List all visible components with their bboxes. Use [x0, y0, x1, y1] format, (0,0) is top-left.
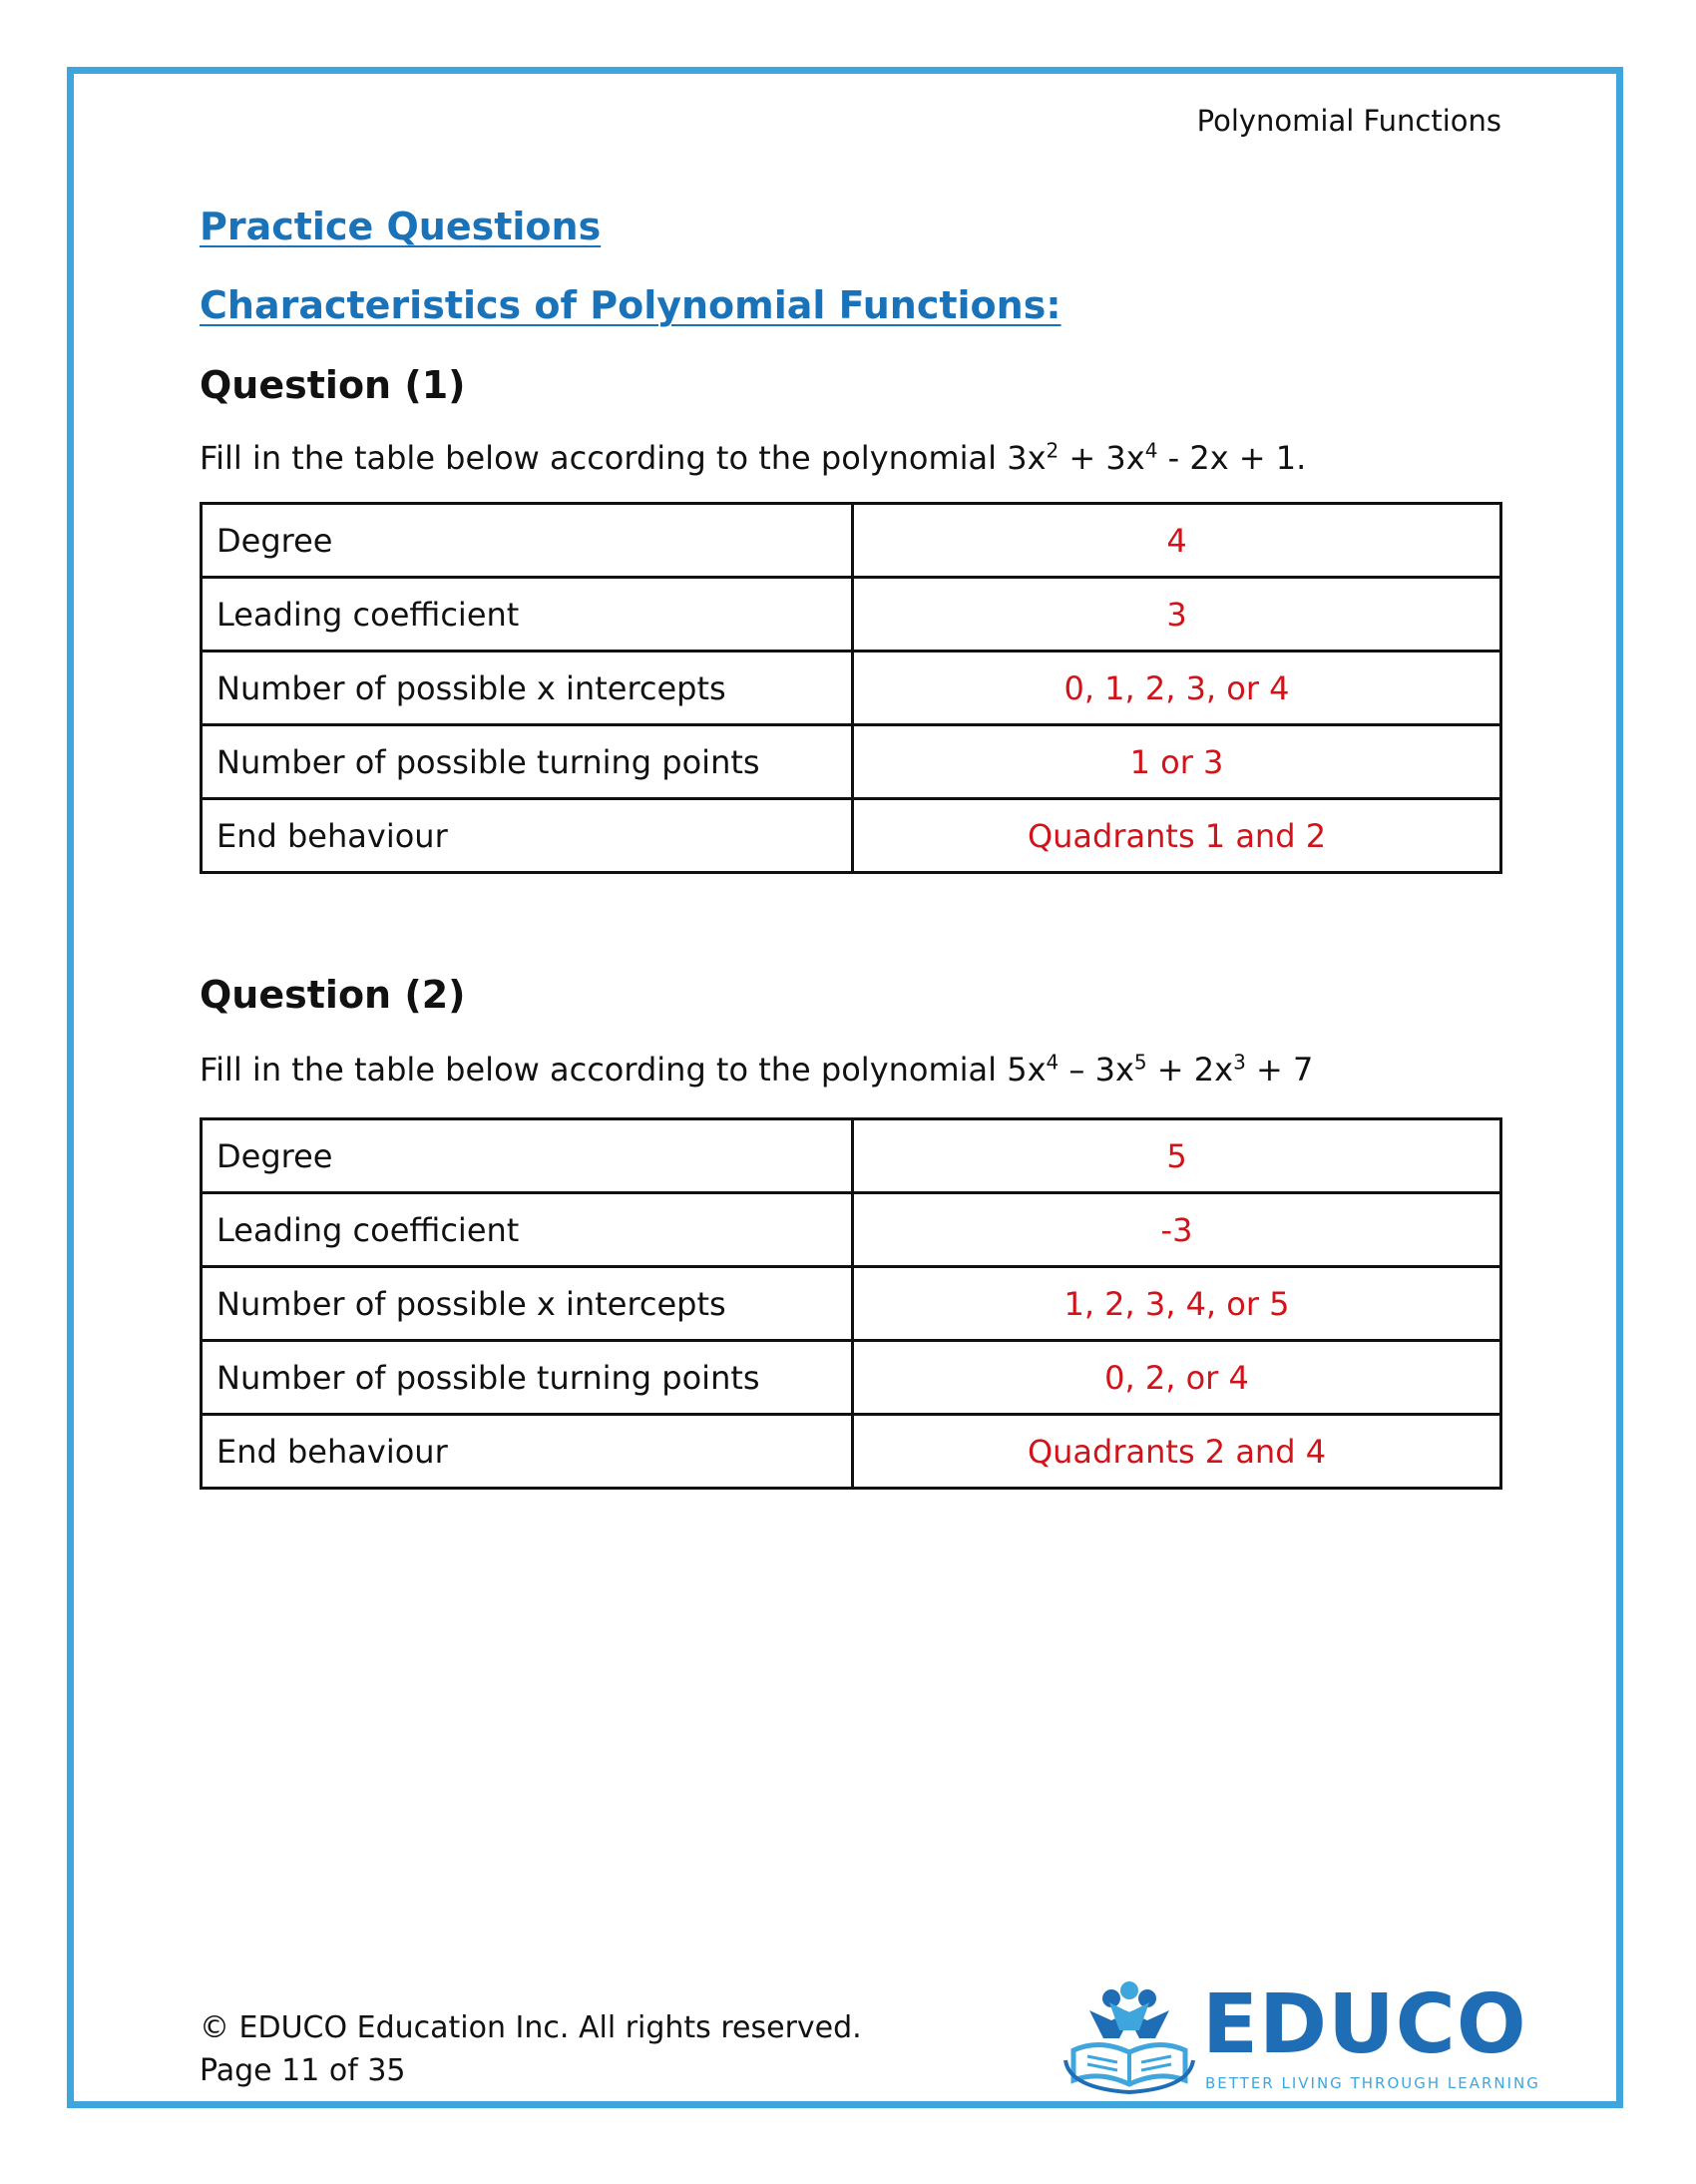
table-row	[202, 725, 1501, 799]
row-answer: 4	[853, 504, 1501, 578]
row-answer: 1, 2, 3, 4, or 5	[853, 1267, 1501, 1341]
row-label: End behaviour	[202, 799, 853, 873]
question-2-prompt	[200, 1051, 1313, 1089]
row-label: Leading coefficient	[202, 1193, 853, 1267]
logo-wordmark: EDUCO	[1202, 1977, 1527, 2072]
prompt-text: + 7	[1245, 1051, 1314, 1089]
prompt-text: Fill in the table below according to the polynomial 3x	[200, 439, 1047, 477]
logo-tagline: BETTER LIVING THROUGH LEARNING	[1205, 2074, 1540, 2092]
exponent: 4	[1144, 438, 1158, 463]
row-label: End behaviour	[202, 1415, 853, 1489]
exponent: 5	[1133, 1050, 1147, 1075]
prompt-text: – 3x	[1059, 1051, 1134, 1089]
people-reading-book-icon	[1060, 1980, 1199, 2095]
row-label: Number of possible x intercepts	[202, 1267, 853, 1341]
page-number: Page 11 of 35	[200, 2053, 406, 2088]
prompt-text: + 3x	[1059, 439, 1145, 477]
running-header: Polynomial Functions	[1196, 104, 1501, 138]
question-2-heading: Question (2)	[200, 973, 466, 1017]
table-row	[202, 1341, 1501, 1415]
row-answer: 5	[853, 1119, 1501, 1193]
prompt-text: Fill in the table below according to the polynomial 5x	[200, 1051, 1047, 1089]
row-label: Degree	[202, 1119, 853, 1193]
row-label: Leading coefficient	[202, 578, 853, 652]
practice-questions-heading: Practice Questions	[200, 205, 602, 248]
row-answer: -3	[853, 1193, 1501, 1267]
row-answer: 1 or 3	[853, 725, 1501, 799]
table-row	[202, 1193, 1501, 1267]
row-label: Degree	[202, 504, 853, 578]
question-1-table	[200, 502, 1502, 874]
row-answer: Quadrants 1 and 2	[853, 799, 1501, 873]
question-1-heading: Question (1)	[200, 363, 466, 407]
table-row	[202, 799, 1501, 873]
table-row	[202, 1119, 1501, 1193]
row-answer: Quadrants 2 and 4	[853, 1415, 1501, 1489]
row-answer: 0, 2, or 4	[853, 1341, 1501, 1415]
row-label: Number of possible x intercepts	[202, 652, 853, 725]
row-answer: 3	[853, 578, 1501, 652]
exponent: 4	[1046, 1050, 1060, 1075]
table-row	[202, 1267, 1501, 1341]
characteristics-heading: Characteristics of Polynomial Functions:	[200, 283, 1061, 327]
prompt-text: - 2x + 1.	[1157, 439, 1307, 477]
row-label: Number of possible turning points	[202, 725, 853, 799]
educo-logo	[1060, 1977, 1540, 2095]
copyright-notice: © EDUCO Education Inc. All rights reserved.	[200, 2010, 862, 2045]
exponent: 2	[1046, 438, 1060, 463]
table-row	[202, 504, 1501, 578]
table-row	[202, 1415, 1501, 1489]
table-row	[202, 652, 1501, 725]
question-1-prompt	[200, 439, 1306, 477]
row-answer: 0, 1, 2, 3, or 4	[853, 652, 1501, 725]
prompt-text: + 2x	[1146, 1051, 1234, 1089]
exponent: 3	[1233, 1050, 1246, 1075]
row-label: Number of possible turning points	[202, 1341, 853, 1415]
question-2-table	[200, 1117, 1502, 1490]
table-row	[202, 578, 1501, 652]
